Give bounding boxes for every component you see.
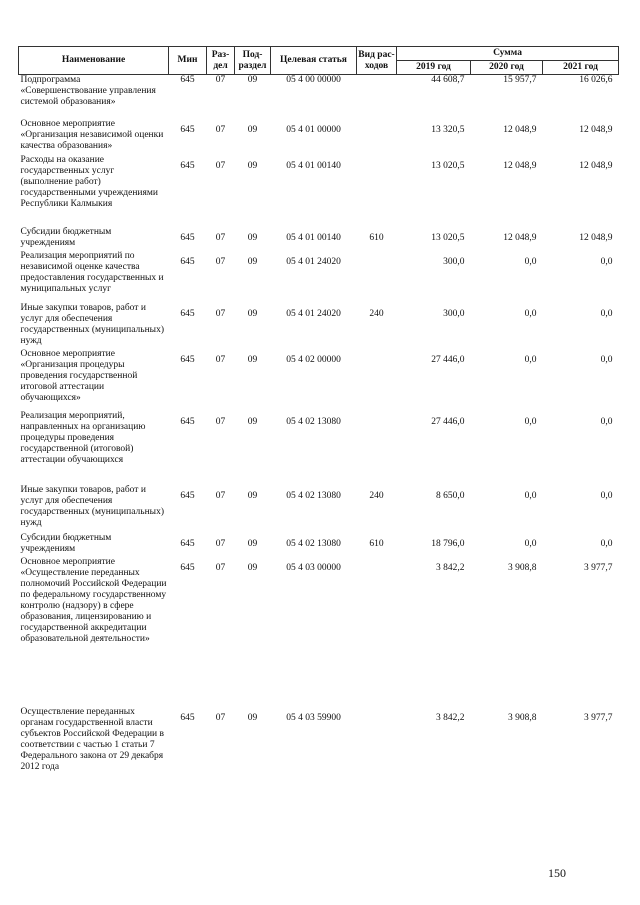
- row-razdel: 07: [215, 124, 226, 135]
- row-sum-2020: 3 908,8: [508, 712, 537, 723]
- row-razdel: 07: [215, 354, 226, 365]
- row-sum-2021: 0,0: [600, 308, 613, 319]
- row-min: 645: [180, 490, 195, 501]
- row-sum-2020: 12 048,9: [503, 124, 537, 135]
- table-header-row: [19, 47, 619, 61]
- row-vid: [357, 75, 397, 119]
- row-sum-2021: 12 048,9: [579, 232, 613, 243]
- row-name: Основное мероприятие «Организация процедуры проведения государственной итоговой аттестации обучающихся»: [20, 348, 138, 403]
- table-row: [19, 707, 619, 787]
- header-sum: Сумма: [397, 47, 619, 61]
- row-sum-2021: 0,0: [600, 490, 613, 501]
- row-sum-2020: 0,0: [524, 256, 537, 267]
- row-vid: 610: [369, 232, 384, 243]
- row-razdel: 07: [215, 562, 226, 573]
- row-sum-2019: 3 842,2: [436, 712, 465, 723]
- header-2021: 2021 год: [543, 61, 619, 75]
- row-sum-2021: 3 977,7: [584, 712, 613, 723]
- row-sum-2020: 15 957,7: [503, 75, 537, 85]
- row-sum-2019: 13 020,5: [431, 232, 465, 243]
- row-sum-2021: 0,0: [600, 416, 613, 427]
- row-min: 645: [180, 75, 195, 85]
- table-body: [19, 75, 619, 787]
- row-podrazdel: 09: [247, 308, 258, 319]
- row-sum-2021: 3 977,7: [584, 562, 613, 573]
- row-sum-2019: 8 650,0: [436, 490, 465, 501]
- row-sum-2019: 300,0: [443, 308, 465, 319]
- header-target: Целевая статья: [271, 47, 357, 75]
- row-target: 05 4 01 00140: [286, 160, 341, 171]
- header-razdel: Раз-дел: [207, 47, 235, 75]
- row-sum-2020: 0,0: [524, 354, 537, 365]
- row-vid: [357, 557, 397, 707]
- header-podrazdel: Под-раздел: [235, 47, 271, 75]
- row-name: Основное мероприятие «Осуществление переданных полномочий Российской Федерации по федеральному государственному контролю (надзору) в сфере образования, лицензированию и государственной аккредитации образовательной деятельности»: [20, 556, 167, 644]
- row-name: Расходы на оказание государственных услуг (выполнение работ) государственными учреждениями Республики Калмыкия: [20, 154, 158, 209]
- row-sum-2021: 12 048,9: [579, 124, 613, 135]
- table-row: [19, 533, 619, 557]
- row-sum-2019: 27 446,0: [431, 416, 465, 427]
- header-2020: 2020 год: [471, 61, 543, 75]
- row-min: 645: [180, 538, 195, 549]
- row-podrazdel: 09: [247, 75, 258, 85]
- row-min: 645: [180, 308, 195, 319]
- row-sum-2020: 12 048,9: [503, 232, 537, 243]
- row-razdel: 07: [215, 256, 226, 267]
- budget-table-sheet: [18, 46, 618, 787]
- row-min: 645: [180, 124, 195, 135]
- table-row: [19, 411, 619, 485]
- row-target: 05 4 02 13080: [286, 490, 341, 501]
- header-2019: 2019 год: [397, 61, 471, 75]
- row-razdel: 07: [215, 490, 226, 501]
- table-row: [19, 349, 619, 411]
- row-sum-2020: 0,0: [524, 416, 537, 427]
- row-podrazdel: 09: [247, 712, 258, 723]
- row-podrazdel: 09: [247, 490, 258, 501]
- row-vid: [357, 251, 397, 303]
- row-target: 05 4 01 24020: [286, 256, 341, 267]
- row-name: Субсидии бюджетным учреждениям: [20, 532, 112, 554]
- row-sum-2019: 13 320,5: [431, 124, 465, 135]
- row-sum-2021: 16 026,6: [579, 75, 613, 85]
- row-sum-2021: 0,0: [600, 538, 613, 549]
- row-name: Основное мероприятие «Организация независимой оценки качества образования»: [20, 118, 164, 151]
- row-sum-2019: 18 796,0: [431, 538, 465, 549]
- row-razdel: 07: [215, 712, 226, 723]
- row-target: 05 4 02 00000: [286, 354, 341, 365]
- row-podrazdel: 09: [247, 538, 258, 549]
- row-razdel: 07: [215, 160, 226, 171]
- row-min: 645: [180, 256, 195, 267]
- row-target: 05 4 03 59900: [286, 712, 341, 723]
- table-row: [19, 485, 619, 533]
- row-podrazdel: 09: [247, 160, 258, 171]
- row-target: 05 4 01 00140: [286, 232, 341, 243]
- row-sum-2019: 44 608,7: [431, 75, 465, 85]
- row-vid: [357, 119, 397, 155]
- row-min: 645: [180, 232, 195, 243]
- row-vid: 240: [369, 308, 384, 319]
- row-target: 05 4 01 24020: [286, 308, 341, 319]
- row-sum-2019: 3 842,2: [436, 562, 465, 573]
- row-vid: [357, 411, 397, 485]
- row-vid: [357, 349, 397, 411]
- table-row: [19, 251, 619, 303]
- row-name: Реализация мероприятий, направленных на организацию процедуры проведения государственной (итоговой) аттестации обучающихся: [20, 410, 146, 465]
- row-razdel: 07: [215, 75, 226, 85]
- row-target: 05 4 01 00000: [286, 124, 341, 135]
- row-name: Подпрограмма «Совершенствование управления системой образования»: [20, 75, 156, 107]
- header-name: Наименование: [19, 47, 169, 75]
- row-sum-2020: 0,0: [524, 490, 537, 501]
- row-sum-2020: 0,0: [524, 538, 537, 549]
- row-sum-2019: 27 446,0: [431, 354, 465, 365]
- row-name: Реализация мероприятий по независимой оценке качества предоставления государственных и муниципальных услуг: [20, 250, 164, 294]
- row-min: 645: [180, 416, 195, 427]
- row-razdel: 07: [215, 538, 226, 549]
- row-razdel: 07: [215, 308, 226, 319]
- budget-table: [18, 46, 619, 787]
- row-podrazdel: 09: [247, 416, 258, 427]
- row-name: Осуществление переданных органам государственной власти субъектов Российской Федерации в соответствии с частью 1 статьи 7 Федерального закона от 29 декабря 2012 года: [20, 706, 164, 772]
- row-target: 05 4 03 00000: [286, 562, 341, 573]
- row-podrazdel: 09: [247, 232, 258, 243]
- row-sum-2020: 12 048,9: [503, 160, 537, 171]
- row-target: 05 4 00 00000: [286, 75, 341, 85]
- row-sum-2019: 300,0: [443, 256, 465, 267]
- page-number: 150: [548, 866, 566, 880]
- row-sum-2021: 0,0: [600, 354, 613, 365]
- table-row: [19, 557, 619, 707]
- row-vid: [357, 155, 397, 227]
- row-sum-2021: 12 048,9: [579, 160, 613, 171]
- row-min: 645: [180, 562, 195, 573]
- row-sum-2019: 13 020,5: [431, 160, 465, 171]
- table-row: [19, 303, 619, 349]
- row-vid: 610: [369, 538, 384, 549]
- row-podrazdel: 09: [247, 562, 258, 573]
- row-name: Субсидии бюджетным учреждениям: [20, 226, 112, 248]
- row-min: 645: [180, 712, 195, 723]
- row-podrazdel: 09: [247, 354, 258, 365]
- row-razdel: 07: [215, 232, 226, 243]
- header-min: Мин: [169, 47, 207, 75]
- row-target: 05 4 02 13080: [286, 538, 341, 549]
- row-min: 645: [180, 160, 195, 171]
- row-name: Иные закупки товаров, работ и услуг для обеспечения государственных (муниципальных) нужд: [20, 484, 164, 528]
- header-vid: Вид рас-ходов: [357, 47, 397, 75]
- row-target: 05 4 02 13080: [286, 416, 341, 427]
- row-sum-2021: 0,0: [600, 256, 613, 267]
- row-podrazdel: 09: [247, 256, 258, 267]
- table-row: [19, 75, 619, 119]
- row-name: Иные закупки товаров, работ и услуг для обеспечения государственных (муниципальных) нужд: [20, 302, 164, 346]
- row-min: 645: [180, 354, 195, 365]
- row-razdel: 07: [215, 416, 226, 427]
- row-vid: 240: [369, 490, 384, 501]
- table-row: [19, 155, 619, 227]
- row-sum-2020: 0,0: [524, 308, 537, 319]
- table-row: [19, 227, 619, 251]
- table-row: [19, 119, 619, 155]
- row-vid: [357, 707, 397, 787]
- row-sum-2020: 3 908,8: [508, 562, 537, 573]
- row-podrazdel: 09: [247, 124, 258, 135]
